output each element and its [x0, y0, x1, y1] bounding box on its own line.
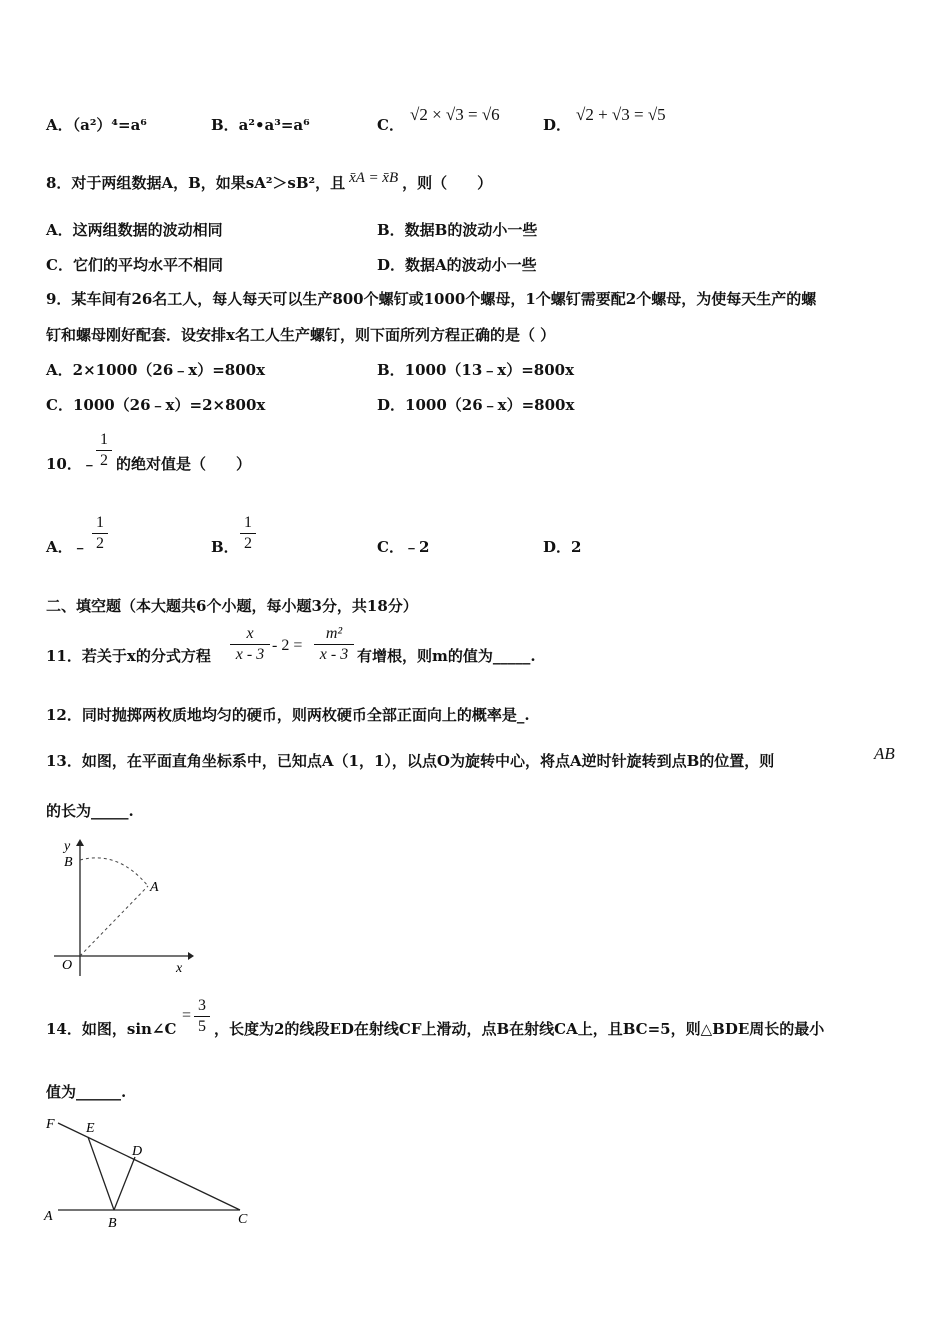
q14-stem-line2: 值为______. — [46, 1083, 127, 1101]
label-a: A — [44, 1209, 53, 1224]
q7-option-a: A．（a²）⁴=a⁶ — [46, 116, 147, 134]
label-b: B — [64, 855, 73, 870]
q10-stem-post: 的绝对值是（ ） — [116, 455, 252, 473]
q11-stem-pre: 11．若关于x的分式方程 — [46, 647, 211, 665]
q14-fraction-denominator: 5 — [198, 1018, 206, 1035]
q12-stem: 12．同时抛掷两枚质地均匀的硬币，则两枚硬币全部正面向上的概率是_. — [46, 706, 530, 724]
q11-fraction-2-denominator: x - 3 — [319, 646, 349, 663]
q10-option-a-fraction — [92, 513, 108, 554]
label-o: O — [62, 958, 73, 973]
label-y: y — [64, 839, 71, 854]
arc-ab — [80, 858, 148, 886]
q11-fraction-1 — [230, 624, 270, 665]
q14-equals: = — [182, 1007, 192, 1024]
q9-option-d: D．1000（26﹣x）=800x — [377, 396, 575, 414]
q11-minus-two: - 2 = — [272, 637, 303, 654]
q8-option-b: B．数据B的波动小一些 — [377, 221, 538, 239]
q14-stem-post: ，长度为2的线段ED在射线CF上滑动，点B在射线CA上，且BC=5，则△BDE周长的最小 — [214, 1020, 825, 1038]
q13-stem-line2: 的长为_____. — [46, 802, 134, 820]
label-f: F — [46, 1117, 55, 1132]
q7-option-d-expr: √2 + √3 = √5 — [576, 105, 666, 124]
q13-stem-line1: 13．如图，在平面直角坐标系中，已知点A（1，1），以点O为旋转中心，将点A逆时针旋转到点B的位置，则 — [46, 752, 775, 770]
q10-option-b-numerator: 1 — [240, 513, 256, 534]
q7-option-c-expr: √2 × √3 = √6 — [410, 105, 500, 124]
label-x: x — [176, 961, 183, 976]
section-heading: 二、填空题（本大题共6个小题，每小题3分，共18分） — [46, 597, 418, 615]
ray-cf — [58, 1123, 240, 1210]
q14-stem-pre: 14．如图，sin∠C — [46, 1020, 177, 1038]
q10-option-b-label: B． — [211, 538, 239, 556]
q11-fraction-1-numerator: x — [230, 624, 270, 645]
segment-bd — [114, 1157, 135, 1210]
q9-option-c: C．1000（26﹣x）=2×800x — [46, 396, 266, 414]
q10-fraction — [96, 430, 112, 471]
q10-option-a-denominator: 2 — [96, 535, 104, 552]
q11-fraction-2 — [314, 624, 354, 665]
q10-number: 10．﹣ — [46, 455, 97, 473]
q8-option-d: D．数据A的波动小一些 — [377, 256, 537, 274]
q7-option-d-label: D． — [543, 116, 572, 134]
q9-stem-line2: 钉和螺母刚好配套．设安排x名工人生产螺钉，则下面所列方程正确的是（ ） — [46, 326, 556, 344]
q10-fraction-numerator: 1 — [96, 430, 112, 451]
q8-stem-mid: ，且 — [315, 174, 346, 192]
q11-stem-post: 有增根，则m的值为_____. — [357, 647, 536, 665]
label-e: E — [86, 1121, 95, 1136]
q10-option-b-fraction — [240, 513, 256, 554]
q13-coordinate-figure — [48, 836, 198, 978]
q10-option-a-label: A．﹣ — [46, 538, 88, 556]
q10-option-d: D．2 — [543, 538, 582, 556]
q9-option-b: B．1000（13﹣x）=800x — [377, 361, 575, 379]
label-d: D — [132, 1144, 143, 1159]
q14-fraction-numerator: 3 — [194, 996, 210, 1017]
q9-option-a: A．2×1000（26﹣x）=800x — [46, 361, 266, 379]
q10-option-b-denominator: 2 — [244, 535, 252, 552]
q8-stem-post: ，则（ ） — [402, 174, 493, 192]
q8-option-c: C．它们的平均水平不相同 — [46, 256, 223, 274]
q11-fraction-1-denominator: x - 3 — [235, 646, 265, 663]
q10-option-c: C．﹣2 — [377, 538, 430, 556]
segment-oa — [80, 886, 148, 956]
q9-stem-line1: 9．某车间有26名工人，每人每天可以生产800个螺钉或1000个螺母，1个螺钉需要配2个螺母，为使每天生产的螺 — [46, 290, 817, 308]
q10-fraction-denominator: 2 — [100, 452, 108, 469]
q7-option-b: B．a²•a³=a⁶ — [211, 116, 310, 134]
label-a: A — [150, 880, 159, 895]
q10-option-a-numerator: 1 — [92, 513, 108, 534]
q14-fraction — [194, 996, 210, 1037]
q11-fraction-2-numerator: m² — [314, 624, 354, 645]
label-b: B — [108, 1216, 117, 1231]
y-axis-arrow-icon — [76, 839, 84, 846]
x-axis-arrow-icon — [188, 952, 194, 960]
q8-variance-compare: sA²＞sB² — [245, 174, 316, 192]
q13-arc-ab: AB — [874, 744, 895, 763]
label-c: C — [238, 1212, 248, 1227]
q8-stem: 8．对于两组数据A，B，如果sA²＞sB²，且 x̄A = x̄B ，则（ ） — [46, 170, 493, 192]
q14-geometry-figure — [40, 1110, 260, 1235]
q7-option-c-label: C． — [377, 116, 404, 134]
q8-mean-equality: x̄A = x̄B — [349, 170, 399, 186]
q8-option-a: A．这两组数据的波动相同 — [46, 221, 223, 239]
